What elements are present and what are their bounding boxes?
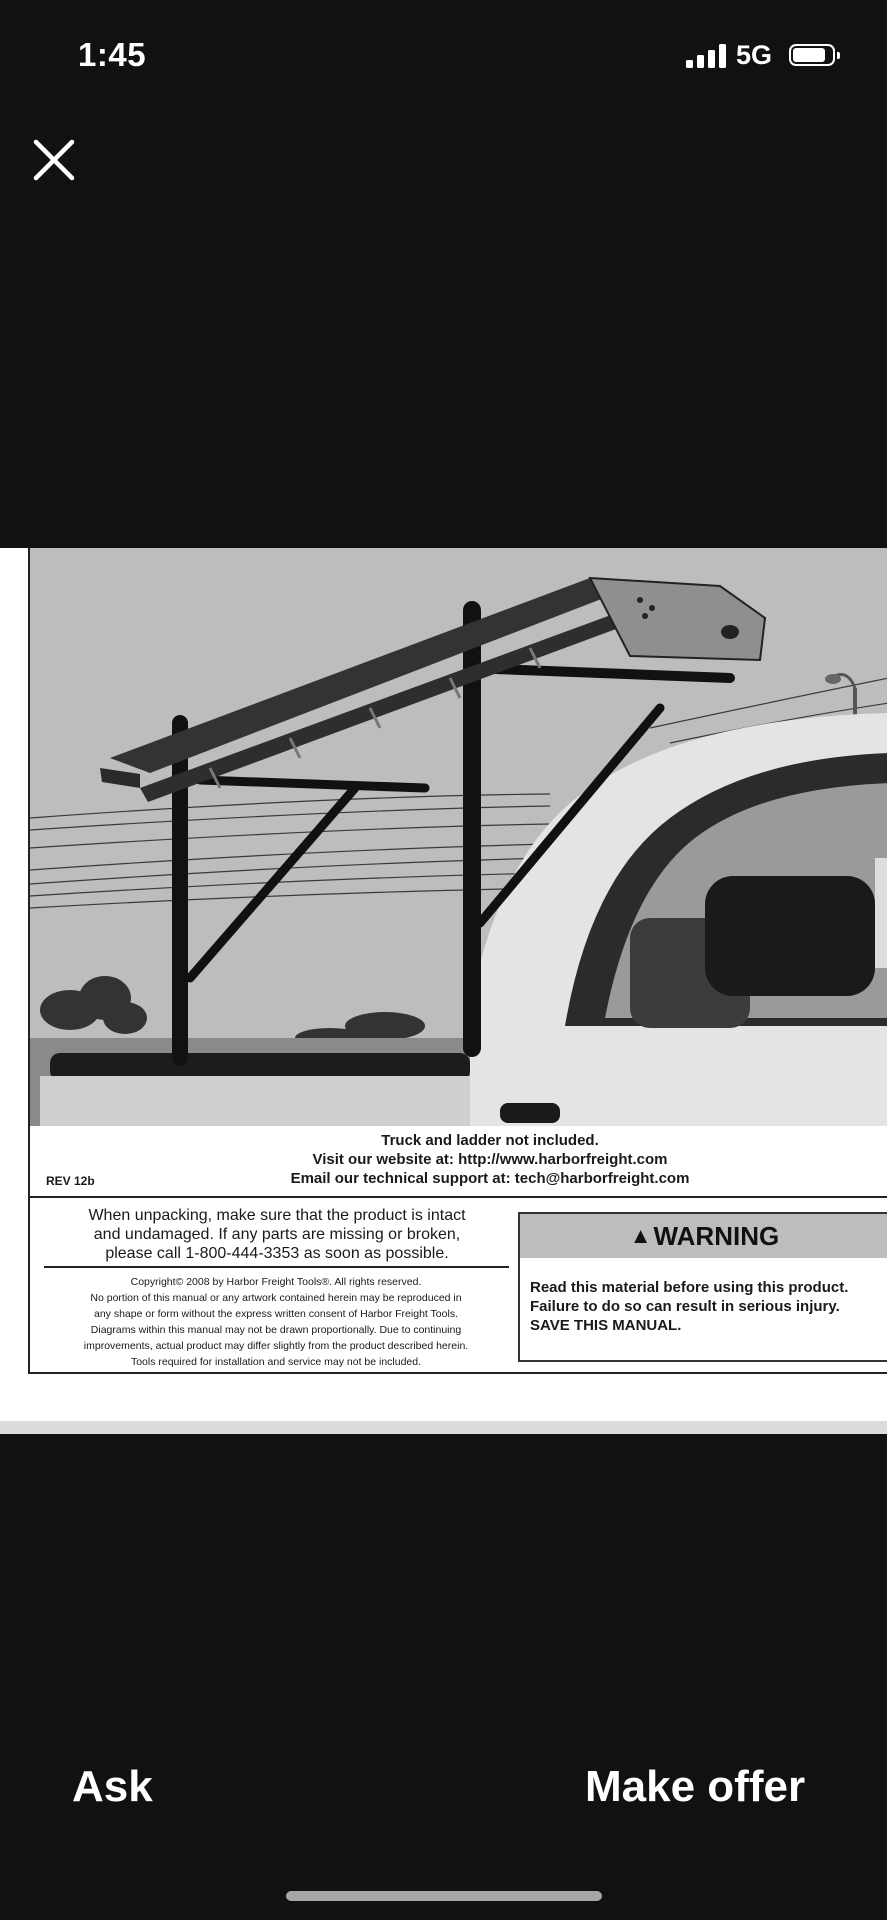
battery-icon	[789, 44, 835, 66]
copyright-line: Copyright© 2008 by Harbor Freight Tools®. All rights reserved.	[130, 1276, 422, 1288]
truck-ladder-rack-photo	[28, 548, 887, 1126]
revision-label: REV 12b	[46, 1174, 95, 1188]
home-indicator[interactable]	[286, 1891, 602, 1901]
copyright-line: Tools required for installation and service may not be included.	[130, 1356, 422, 1368]
warning-line: Read this material before using this product.	[530, 1279, 849, 1296]
copyright-line: improvements, actual product may differ slightly from the product described herein.	[83, 1340, 469, 1352]
unpacking-line: please call 1-800-444-3353 as soon as possible.	[105, 1245, 449, 1262]
caption-line: Visit our website at: http://www.harborfreight.com	[312, 1151, 668, 1168]
product-caption	[28, 1126, 887, 1198]
document-image	[0, 548, 887, 1434]
make-offer-button[interactable]: Make offer	[585, 1762, 806, 1811]
warning-header	[520, 1214, 887, 1258]
warning-line: Failure to do so can result in serious injury.	[530, 1298, 840, 1315]
caption-line: Truck and ladder not included.	[381, 1132, 599, 1149]
copyright-line: Diagrams within this manual may not be drawn proportionally. Due to continuing	[90, 1324, 462, 1336]
close-icon	[28, 134, 80, 186]
unpacking-line: When unpacking, make sure that the product is intact	[88, 1207, 466, 1224]
image-bottom-edge	[0, 1421, 887, 1434]
ask-button[interactable]: Ask	[72, 1762, 153, 1811]
copyright-notice	[34, 1274, 518, 1370]
manual-notice-box	[28, 1198, 887, 1374]
copyright-line: No portion of this manual or any artwork contained herein may be reproduced in	[90, 1292, 462, 1304]
network-label: 5G	[736, 40, 773, 70]
copyright-line: any shape or form without the express written consent of Harbor Freight Tools.	[94, 1308, 458, 1320]
close-button[interactable]	[28, 134, 80, 186]
unpacking-notice	[42, 1206, 512, 1263]
unpacking-line: and undamaged. If any parts are missing or broken,	[93, 1226, 461, 1243]
warning-body	[520, 1258, 887, 1335]
caption-line: Email our technical support at: tech@harborfreight.com	[290, 1170, 690, 1187]
warning-line: SAVE THIS MANUAL.	[530, 1317, 682, 1334]
status-bar	[0, 0, 887, 110]
warning-title: WARNING	[653, 1220, 780, 1251]
warning-box	[518, 1212, 887, 1362]
warning-triangle-icon: ▲	[629, 1223, 652, 1248]
status-time: 1:45	[78, 36, 147, 73]
divider	[44, 1266, 509, 1268]
signal-bars-icon	[686, 44, 728, 68]
